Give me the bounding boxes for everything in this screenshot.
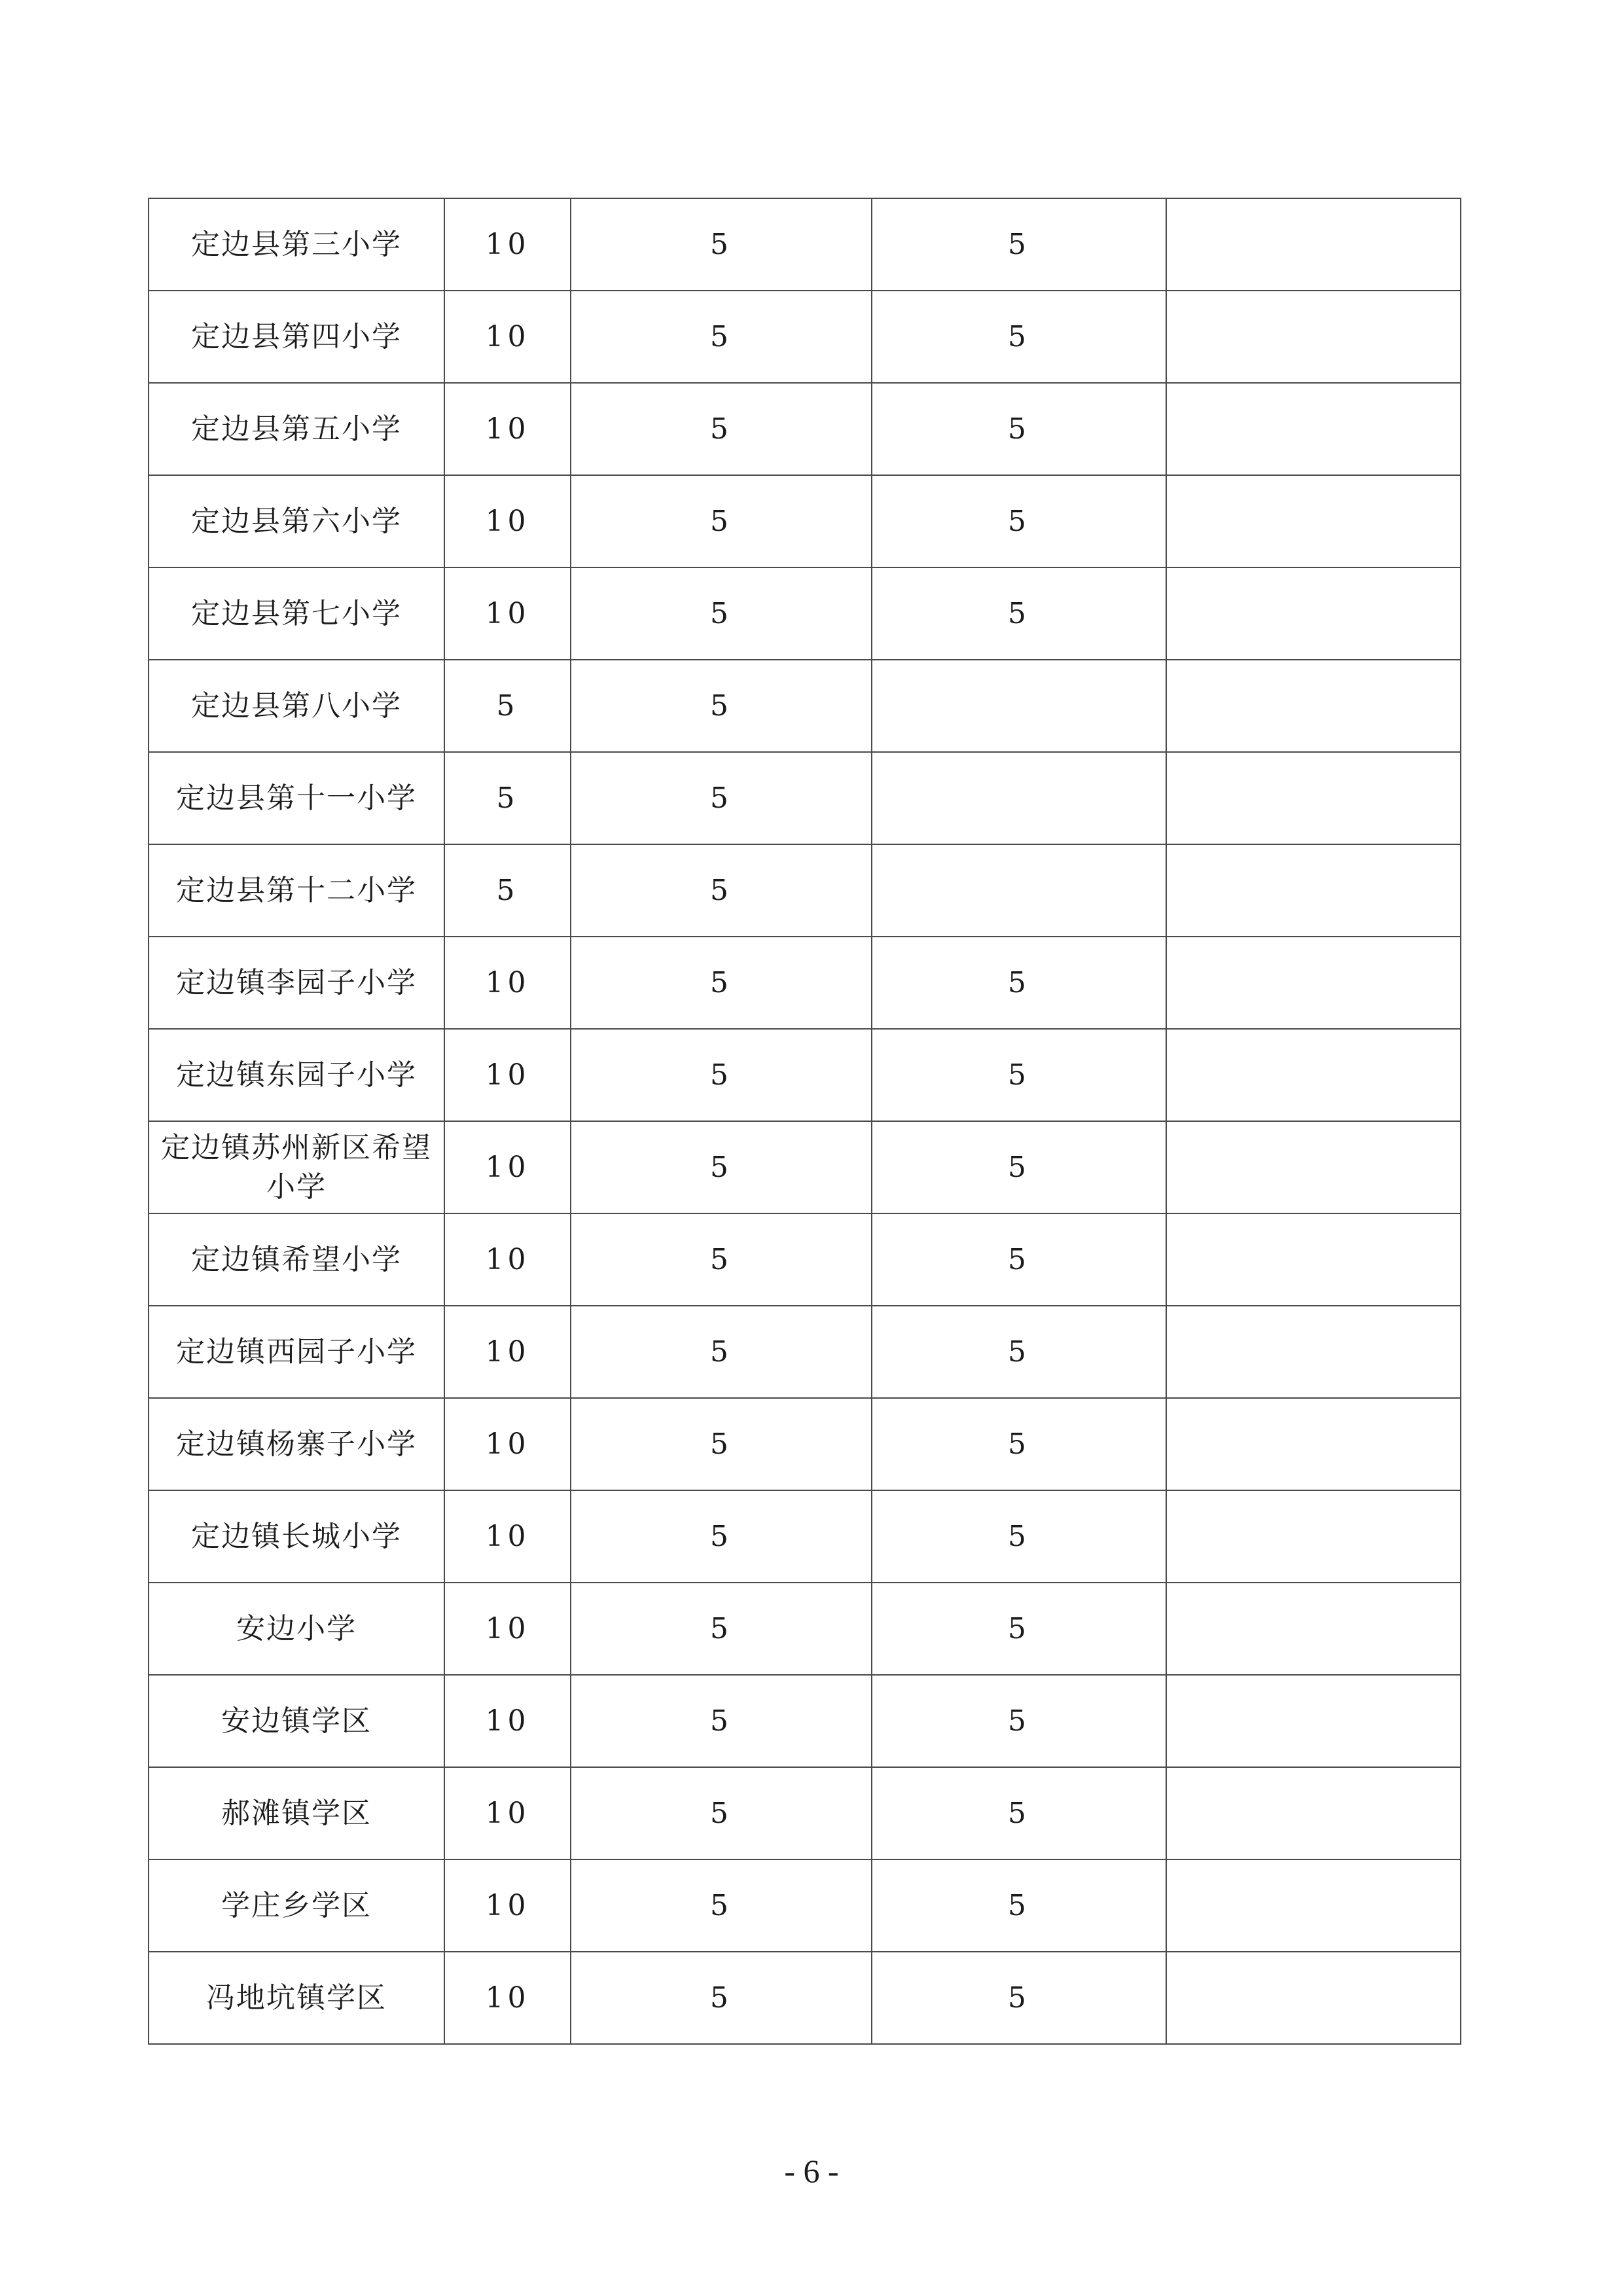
column-4-cell: 5 [872, 1029, 1166, 1121]
column-5-cell [1166, 1675, 1461, 1767]
column-4-cell: 5 [872, 1490, 1166, 1583]
column-5-cell [1166, 1859, 1461, 1952]
school-name-cell: 冯地坑镇学区 [149, 1952, 444, 2044]
school-name-cell: 定边县第七小学 [149, 567, 444, 660]
table-body [149, 198, 1461, 2044]
column-4-cell: 5 [872, 1213, 1166, 1306]
table-row [149, 291, 1461, 383]
column-5-cell [1166, 1029, 1461, 1121]
column-2-cell: 10 [444, 1859, 571, 1952]
column-5-cell [1166, 660, 1461, 752]
column-5-cell [1166, 1306, 1461, 1398]
column-3-cell: 5 [571, 291, 872, 383]
column-2-cell: 10 [444, 937, 571, 1029]
column-5-cell [1166, 1952, 1461, 2044]
column-3-cell: 5 [571, 844, 872, 937]
column-2-cell: 10 [444, 1583, 571, 1675]
school-name-cell: 定边县第五小学 [149, 383, 444, 475]
table-row [149, 1213, 1461, 1306]
column-4-cell: 5 [872, 291, 1166, 383]
column-3-cell: 5 [571, 1767, 872, 1859]
column-5-cell [1166, 1490, 1461, 1583]
table-row [149, 475, 1461, 567]
column-3-cell: 5 [571, 383, 872, 475]
column-2-cell: 10 [444, 1398, 571, 1490]
school-name-cell: 学庄乡学区 [149, 1859, 444, 1952]
column-2-cell: 10 [444, 1490, 571, 1583]
allocation-table [148, 198, 1461, 2045]
column-3-cell: 5 [571, 1583, 872, 1675]
column-2-cell: 10 [444, 1952, 571, 2044]
school-name-cell: 定边县第四小学 [149, 291, 444, 383]
column-5-cell [1166, 752, 1461, 844]
column-2-cell: 10 [444, 1306, 571, 1398]
table-row [149, 1767, 1461, 1859]
column-3-cell: 5 [571, 1398, 872, 1490]
table-row [149, 1029, 1461, 1121]
school-name-cell: 定边县第六小学 [149, 475, 444, 567]
column-4-cell: 5 [872, 1952, 1166, 2044]
column-2-cell: 10 [444, 1675, 571, 1767]
column-4-cell [872, 844, 1166, 937]
column-5-cell [1166, 844, 1461, 937]
column-3-cell: 5 [571, 1859, 872, 1952]
table-row [149, 1583, 1461, 1675]
column-3-cell: 5 [571, 1029, 872, 1121]
column-5-cell [1166, 1121, 1461, 1213]
table-row [149, 1306, 1461, 1398]
column-4-cell: 5 [872, 1583, 1166, 1675]
column-3-cell: 5 [571, 1490, 872, 1583]
table-row [149, 1121, 1461, 1213]
table-row [149, 844, 1461, 937]
column-2-cell: 10 [444, 567, 571, 660]
column-5-cell [1166, 198, 1461, 291]
school-name-cell: 定边县第十二小学 [149, 844, 444, 937]
column-3-cell: 5 [571, 198, 872, 291]
column-4-cell: 5 [872, 383, 1166, 475]
column-3-cell: 5 [571, 1675, 872, 1767]
table-row [149, 937, 1461, 1029]
column-3-cell: 5 [571, 1306, 872, 1398]
table-row [149, 1675, 1461, 1767]
column-4-cell: 5 [872, 567, 1166, 660]
column-4-cell: 5 [872, 1675, 1166, 1767]
column-5-cell [1166, 475, 1461, 567]
column-3-cell: 5 [571, 660, 872, 752]
column-2-cell: 10 [444, 291, 571, 383]
school-name-cell: 定边县第三小学 [149, 198, 444, 291]
column-5-cell [1166, 1767, 1461, 1859]
school-name-cell: 定边镇李园子小学 [149, 937, 444, 1029]
column-4-cell: 5 [872, 1767, 1166, 1859]
table-row [149, 752, 1461, 844]
column-4-cell: 5 [872, 1306, 1166, 1398]
column-2-cell: 10 [444, 1767, 571, 1859]
column-2-cell: 10 [444, 1213, 571, 1306]
school-name-cell: 定边镇西园子小学 [149, 1306, 444, 1398]
school-name-cell: 定边县第十一小学 [149, 752, 444, 844]
column-4-cell: 5 [872, 1398, 1166, 1490]
column-3-cell: 5 [571, 1952, 872, 2044]
school-name-cell: 定边镇苏州新区希望小学 [149, 1121, 444, 1213]
column-2-cell: 10 [444, 1121, 571, 1213]
column-3-cell: 5 [571, 937, 872, 1029]
school-name-cell: 安边镇学区 [149, 1675, 444, 1767]
page-number: - 6 - [784, 2153, 839, 2189]
column-2-cell: 5 [444, 660, 571, 752]
table-row [149, 567, 1461, 660]
column-3-cell: 5 [571, 752, 872, 844]
column-5-cell [1166, 291, 1461, 383]
table-row [149, 1398, 1461, 1490]
school-name-cell: 安边小学 [149, 1583, 444, 1675]
school-name-cell: 郝滩镇学区 [149, 1767, 444, 1859]
column-2-cell: 5 [444, 844, 571, 937]
table-row [149, 1952, 1461, 2044]
column-3-cell: 5 [571, 1213, 872, 1306]
column-2-cell: 10 [444, 1029, 571, 1121]
table-row [149, 198, 1461, 291]
column-5-cell [1166, 1398, 1461, 1490]
column-4-cell: 5 [872, 937, 1166, 1029]
column-5-cell [1166, 383, 1461, 475]
column-4-cell: 5 [872, 1859, 1166, 1952]
table-row [149, 383, 1461, 475]
column-2-cell: 10 [444, 475, 571, 567]
table-row [149, 660, 1461, 752]
school-name-cell: 定边镇杨寨子小学 [149, 1398, 444, 1490]
table-row [149, 1859, 1461, 1952]
column-2-cell: 5 [444, 752, 571, 844]
column-5-cell [1166, 567, 1461, 660]
column-3-cell: 5 [571, 1121, 872, 1213]
column-4-cell [872, 660, 1166, 752]
column-4-cell: 5 [872, 198, 1166, 291]
column-5-cell [1166, 937, 1461, 1029]
school-name-cell: 定边县第八小学 [149, 660, 444, 752]
column-4-cell: 5 [872, 1121, 1166, 1213]
column-3-cell: 5 [571, 475, 872, 567]
column-3-cell: 5 [571, 567, 872, 660]
column-5-cell [1166, 1213, 1461, 1306]
school-name-cell: 定边镇希望小学 [149, 1213, 444, 1306]
column-5-cell [1166, 1583, 1461, 1675]
column-4-cell [872, 752, 1166, 844]
column-2-cell: 10 [444, 383, 571, 475]
school-name-cell: 定边镇东园子小学 [149, 1029, 444, 1121]
school-name-cell: 定边镇长城小学 [149, 1490, 444, 1583]
table-row [149, 1490, 1461, 1583]
column-2-cell: 10 [444, 198, 571, 291]
column-4-cell: 5 [872, 475, 1166, 567]
